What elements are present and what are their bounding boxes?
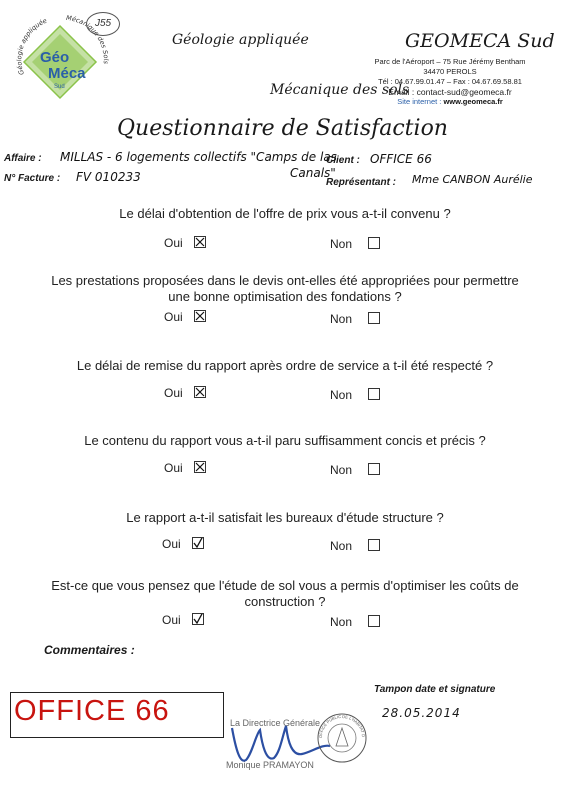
q3-yes-label: Oui [164,386,183,400]
address-line2: 34470 PEROLS [423,67,477,76]
facture-label: N° Facture : [4,173,61,184]
director-name: Monique PRAMAYON [226,760,314,770]
logo-text-meca: Méca [48,65,86,82]
q6-no-checkbox[interactable] [368,615,380,627]
comments-label: Commentaires : [44,643,135,657]
tampon-label: Tampon date et signature [374,684,496,695]
logo-arc-left: Géologie appliquée [15,16,49,76]
q3-yes-checkbox[interactable] [194,386,206,398]
logo-arc-right: Mécanique des Sols [65,13,110,65]
question-5: Le rapport a-t-il satisfait les bureaux d'étude structure ? [126,510,444,525]
q5-yes-checkbox[interactable] [192,537,204,549]
client-value: OFFICE 66 [370,152,432,166]
q5-no-checkbox[interactable] [368,539,380,551]
q3-no-label: Non [330,388,353,402]
q4-no-label: Non [330,463,353,477]
q1-yes-checkbox[interactable] [194,236,206,248]
q6-no-label: Non [330,615,353,629]
affaire-value: MILLAS - 6 logements collectifs "Camps de las [60,150,337,164]
reference-number: J55 [86,12,120,36]
seal-text: OFFICE PUBLIC DE L'HABITAT D [317,713,367,739]
page-title: Questionnaire de Satisfaction [117,116,448,141]
question-2: Les prestations proposées dans le devis ont-elles été appropriées pour permettre une bonne optimisation des fondations ? [51,273,519,304]
director-title: La Directrice Générale [230,718,321,728]
website-link[interactable]: www.geomeca.fr [443,97,503,106]
company-address [345,57,555,107]
representant-label: Représentant : [326,177,397,188]
question-6: Est-ce que vous pensez que l'étude de sol vous a permis d'optimiser les coûts de construction ? [51,578,519,609]
q2-yes-checkbox[interactable] [194,310,206,322]
q2-no-checkbox[interactable] [368,312,380,324]
official-seal-icon [316,712,368,764]
phone-fax: Tél : 04.67.99.01.47 – Fax : 04.67.69.58.81 [378,77,522,86]
checkmark-icon [195,311,205,321]
q1-no-label: Non [330,237,353,251]
q5-no-label: Non [330,539,353,553]
tagline-mecanique: Mécanique des sols [270,82,410,98]
logo-text-sud: Sud [54,84,65,90]
q3-no-checkbox[interactable] [368,388,380,400]
representant-value: Mme CANBON Aurélie [412,173,533,186]
checkmark-icon [195,237,205,247]
signature-date: 28.05.2014 [382,706,461,720]
address-line1: Parc de l'Aéroport – 75 Rue Jérémy Bentham [374,57,526,66]
affaire-label: Affaire : [4,153,42,164]
q4-yes-checkbox[interactable] [194,461,206,473]
tagline-geologie: Géologie appliquée [172,32,309,48]
svg-text:OFFICE PUBLIC DE L'HABITAT DES [316,712,366,738]
company-name: GEOMECA Sud [405,30,555,52]
q4-yes-label: Oui [164,461,183,475]
office-stamp-text: OFFICE 66 [14,695,170,727]
question-3: Le délai de remise du rapport après ordre de service a t-il été respecté ? [76,358,494,373]
q2-yes-label: Oui [164,310,183,324]
facture-value: FV 010233 [76,170,141,184]
q4-no-checkbox[interactable] [368,463,380,475]
q2-no-label: Non [330,312,353,326]
checkmark-icon [193,538,203,548]
q1-no-checkbox[interactable] [368,237,380,249]
checkmark-icon [195,387,205,397]
logo-text-geo: Géo [40,49,70,66]
client-label: Client : [326,155,360,166]
question-4: Le contenu du rapport vous a-t-il paru suffisamment concis et précis ? [84,433,486,448]
affaire-value-line2: Canals" [290,166,336,180]
email: Email : contact-sud@geomeca.fr [388,87,512,97]
q6-yes-label: Oui [162,613,181,627]
q1-yes-label: Oui [164,236,183,250]
website-label: Site internet : [397,97,444,106]
q6-yes-checkbox[interactable] [192,613,204,625]
checkmark-icon [193,614,203,624]
q5-yes-label: Oui [162,537,181,551]
question-1: Le délai d'obtention de l'offre de prix vous a-t-il convenu ? [119,206,451,221]
checkmark-icon [195,462,205,472]
